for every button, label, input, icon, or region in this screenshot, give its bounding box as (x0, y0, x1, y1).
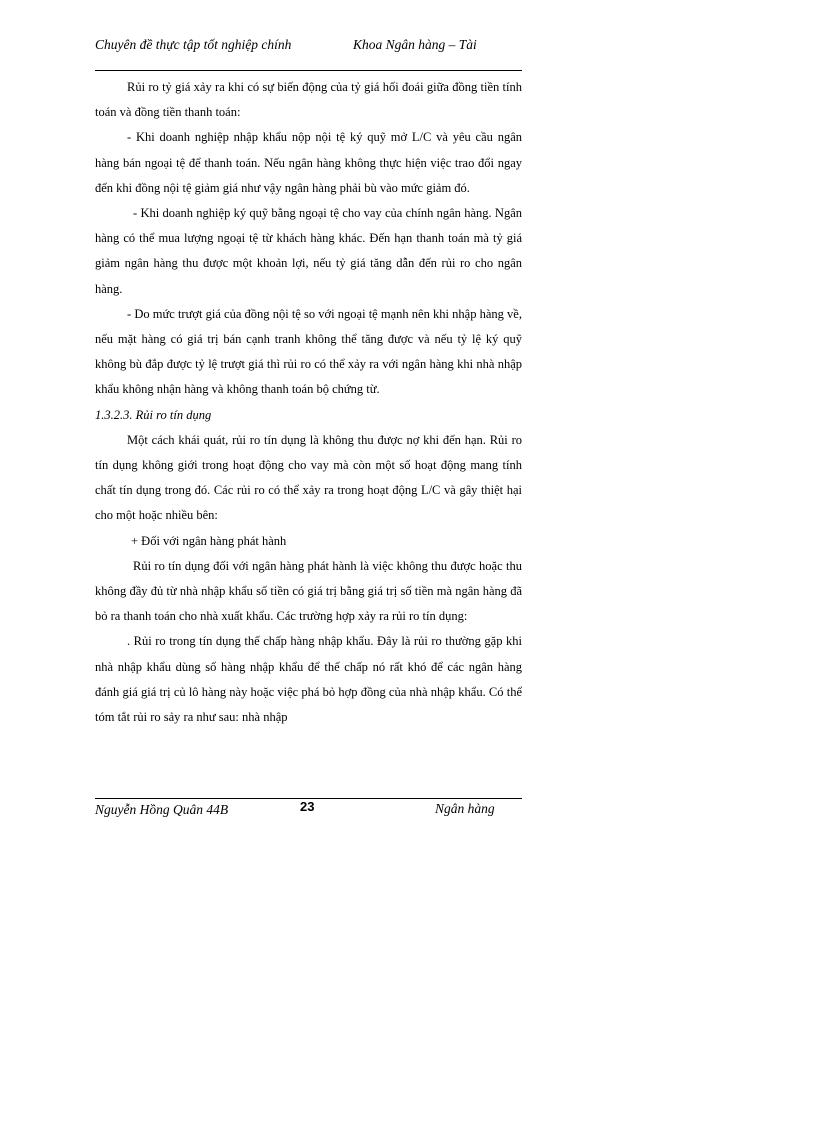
page-number: 23 (300, 799, 315, 814)
paragraph-collateral-risk: . Rủi ro trong tín dụng thế chấp hàng nhập khẩu. Đây là rủi ro thường gặp khi nhà nhập khẩu dùng số hàng nhập khẩu để thế chấp nó rất khó để các ngân hàng đánh giá giá trị củ lô hàng này hoặc việc phá bỏ hợp đồng của nhà nhập khẩu. Có thể tóm tắt rủi ro sảy ra như sau: nhà nhập (95, 634, 522, 725)
header-divider (95, 70, 522, 71)
subheading-issuing-bank: + Đối với ngân hàng phát hành (131, 533, 287, 548)
document-page (95, 36, 522, 817)
paragraph-exchange-rate-risk-intro: Rủi ro tỷ giá xảy ra khi có sự biến động của tỷ giá hối đoái giữa đồng tiền tính toán và đồng tiền thanh toán: (95, 80, 522, 120)
paragraph-deposit-domestic-currency: - Khi doanh nghiệp nhập khẩu nộp nội tệ ký quỹ mở L/C và yêu cầu ngân hàng bán ngoại tệ để thanh toán. Nếu ngân hàng không thực hiện việc trao đổi ngay đến khi đồng nội tệ giảm giá như vậy ngân hàng phải bù vào mức giảm đó. (95, 130, 522, 195)
paragraph-deposit-foreign-currency: - Khi doanh nghiệp ký quỹ bằng ngoại tệ cho vay của chính ngân hàng. Ngân hàng có thể mua lượng ngoại tệ từ khách hàng khác. Đến hạn thanh toán mà tỷ giá giảm ngân hàng thu được một khoản lợi, nếu tỷ giá tăng dẫn đến rủi ro cho ngân hàng. (95, 206, 522, 296)
footer-author: Nguyễn Hồng Quân 44B (95, 802, 229, 817)
paragraph-credit-risk-overview: Một cách khái quát, rủi ro tín dụng là không thu được nợ khi đến hạn. Rủi ro tín dụng không giới trong hoạt động cho vay mà còn một số hoạt động mang tính chất tín dụng trong đó. Các rủi ro có thể xảy ra trong hoạt động L/C và gây thiệt hại cho một hoặc nhiều bên: (95, 432, 522, 523)
paragraph-issuing-bank-risk: Rủi ro tín dụng đối với ngân hàng phát hành là việc không thu được hoặc thu không đầy đủ từ nhà nhập khẩu số tiền có giá trị bằng giá trị số tiền mà ngân hàng đã bỏ ra thanh toán cho nhà xuất khẩu. Các trường hợp xảy ra rủi ro tín dụng: (95, 558, 522, 624)
header-report-title: Chuyên đề thực tập tốt nghiệp chính (95, 37, 292, 52)
footer-department: Ngân hàng (435, 801, 495, 816)
paragraph-currency-depreciation: - Do mức trượt giá của đồng nội tệ so với ngoại tệ mạnh nên khi nhập hàng về, nếu mặt hàng có giá trị bán cạnh tranh không thể tăng được và nếu tỷ lệ ký quỹ không bù đắp được tỷ lệ trượt giá thì rủi ro có thể xảy ra với ngân hàng khi nhà nhập khẩu không nhận hàng và không thanh toán bộ chứng từ. (95, 306, 522, 397)
header-department: Khoa Ngân hàng – Tài (353, 37, 477, 52)
section-heading-credit-risk: 1.3.2.3. Rủi ro tín dụng (95, 407, 212, 422)
page-header (95, 36, 522, 70)
page-body (95, 75, 522, 730)
